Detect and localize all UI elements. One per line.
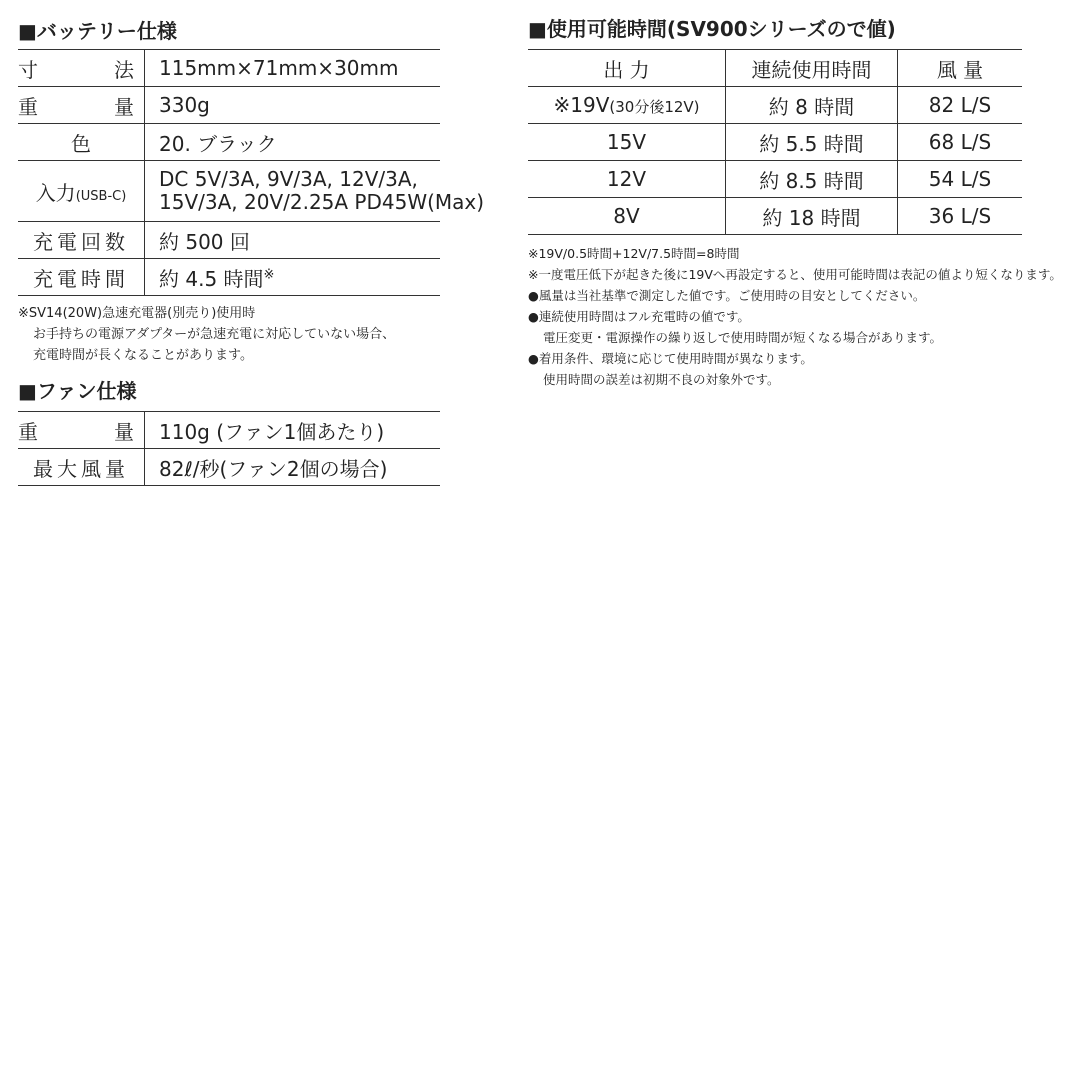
spec-label-charge-time: 充電時間 [18,259,145,296]
table-header-row [528,50,1022,87]
fan-spec-heading: ■ファン仕様 [18,379,137,403]
spec-label-input [18,161,145,222]
battery-spec-heading: ■バッテリー仕様 [18,19,177,43]
table-row [528,198,1022,235]
battery-spec-table [18,49,485,296]
table-row [18,161,440,222]
fan-value-weight: 110g (ファン1個あたり) [145,412,441,449]
spec-value-charge-time [145,259,441,296]
table-row [18,87,440,124]
usage-note-6: ●着用条件、環境に応じて使用時間が異なります。 [528,351,813,366]
table-row [18,50,440,87]
usage-airflow-cell: 82 L/S [898,87,1023,124]
usage-time-heading: ■使用可能時間(SV900シリーズので値) [528,17,896,41]
spec-value-charge-time-mark: ※ [263,266,275,282]
fan-label-max-airflow: 最大風量 [18,449,145,486]
table-row [18,259,440,296]
spec-label-input-main: 入力 [35,180,76,205]
usage-notes [528,243,1068,390]
usage-output-main: ※19V [553,93,610,117]
battery-note-2: お手持ちの電源アダプターが急速充電に対応していない場合、 [33,327,396,342]
usage-output-cell: 8V [528,198,726,235]
usage-output-sub: (30分後12V) [609,98,700,116]
battery-note-3: 充電時間が長くなることがあります。 [33,348,253,363]
table-row [18,449,440,486]
fan-value-max-airflow: 82ℓ/秒(ファン2個の場合) [145,449,441,486]
spec-label-charge-cycles: 充電回数 [18,222,145,259]
usage-note-4: ●連続使用時間はフル充電時の値です。 [528,309,750,324]
usage-time-cell: 約 8.5 時間 [726,161,898,198]
usage-airflow-cell: 54 L/S [898,161,1023,198]
usage-airflow-cell: 36 L/S [898,198,1023,235]
spec-label-weight: 重 量 [18,87,145,124]
spec-value-charge-cycles: 約 500 回 [145,222,441,259]
usage-time-cell: 約 5.5 時間 [726,124,898,161]
spec-value-input [145,161,485,222]
spec-value-weight: 330g [145,87,441,124]
spec-label-input-sub: (USB-C) [75,188,127,204]
usage-output-cell: 15V [528,124,726,161]
battery-note-1: ※SV14(20W)急速充電器(別売り)使用時 [18,306,256,321]
fan-label-weight: 重 量 [18,412,145,449]
spec-value-charge-time-text: 約 4.5 時間 [159,266,264,291]
usage-header-continuous-time: 連続使用時間 [726,50,898,87]
usage-output-cell: 12V [528,161,726,198]
spec-value-input-line1: DC 5V/3A, 9V/3A, 12V/3A, [159,167,418,191]
battery-notes [18,303,440,366]
spec-label-dimensions: 寸 法 [18,50,145,87]
spec-label-color: 色 [18,124,145,161]
table-row [18,412,440,449]
usage-time-table [528,49,1022,235]
table-row [528,161,1022,198]
right-column [528,0,1068,390]
usage-note-7: 使用時間の誤差は初期不良の対象外です。 [543,372,780,387]
fan-spec-table [18,411,440,486]
table-row [528,124,1022,161]
usage-output-cell [528,87,726,124]
usage-note-2: ※一度電圧低下が起きた後に19Vへ再設定すると、使用可能時間は表記の値より短くなります。 [528,267,1062,282]
spec-value-input-line2: 15V/3A, 20V/2.25A PD45W(Max) [159,190,485,214]
usage-note-5: 電圧変更・電源操作の繰り返しで使用時間が短くなる場合があります。 [543,330,943,345]
left-column [18,0,485,486]
spec-value-color: 20. ブラック [145,124,441,161]
usage-note-1: ※19V/0.5時間+12V/7.5時間=8時間 [528,246,740,261]
table-row [18,222,440,259]
usage-time-cell: 約 18 時間 [726,198,898,235]
usage-header-airflow: 風 量 [898,50,1023,87]
usage-airflow-cell: 68 L/S [898,124,1023,161]
spec-value-dimensions: 115mm×71mm×30mm [145,50,441,87]
table-row [528,87,1022,124]
usage-note-3: ●風量は当社基準で測定した値です。ご使用時の目安としてください。 [528,288,926,303]
usage-header-output: 出 力 [528,50,726,87]
table-row [18,124,440,161]
usage-time-cell: 約 8 時間 [726,87,898,124]
